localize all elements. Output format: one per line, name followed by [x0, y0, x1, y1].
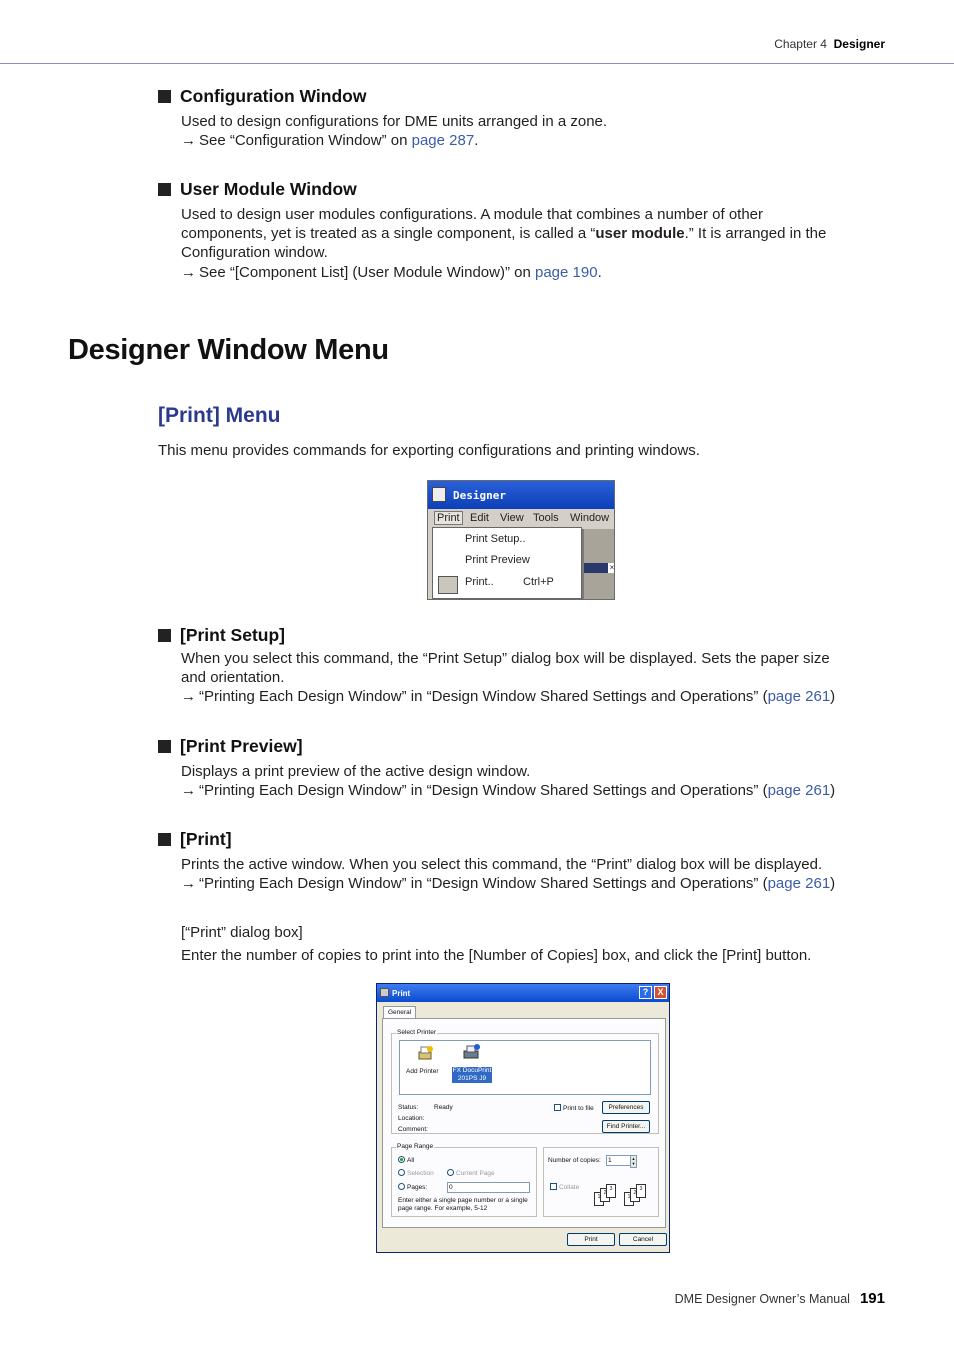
menuitem-print[interactable]: [465, 576, 554, 588]
radio-selection-label: Selection: [407, 1170, 434, 1177]
radio-pages-label: Pages:: [407, 1184, 428, 1191]
collate-page-icon: 3: [606, 1184, 616, 1198]
copies-input[interactable]: 1: [606, 1155, 631, 1166]
menu-print[interactable]: Print: [434, 511, 463, 525]
square-bullet-icon: [158, 833, 171, 846]
manual-title: DME Designer Owner’s Manual: [674, 1292, 850, 1306]
radio-all[interactable]: [398, 1156, 414, 1164]
help-button[interactable]: ?: [639, 986, 652, 999]
menu-edit[interactable]: Edit: [470, 512, 489, 524]
radio-icon: [398, 1169, 405, 1176]
print-preview-heading-text: [Print Preview]: [180, 736, 303, 756]
checkbox-icon: [554, 1104, 561, 1111]
line2-post: .” It is arranged in the: [684, 225, 827, 243]
printer-name-line1: FX DocuPrint: [452, 1067, 492, 1074]
print-dropdown: [432, 527, 582, 599]
print-dialog: [376, 983, 670, 1253]
radio-icon: [398, 1183, 405, 1190]
collate-page-icon: 2: [600, 1188, 610, 1202]
pages-input[interactable]: 0: [447, 1182, 530, 1193]
radio-icon: [398, 1156, 405, 1163]
radio-selection[interactable]: [398, 1169, 434, 1177]
page-title: Designer Window Menu: [68, 334, 389, 366]
tab-general[interactable]: General: [383, 1006, 416, 1018]
ref-suffix: ): [830, 875, 836, 893]
print-preview-body: [181, 762, 835, 800]
collate-page-icon: 1: [594, 1192, 604, 1206]
print-setup-line2: and orientation.: [181, 669, 285, 687]
copies-label: Number of copies:: [548, 1157, 601, 1164]
spin-up-icon: ▲: [631, 1156, 636, 1161]
designer-app-icon: [432, 487, 446, 502]
page-link-261[interactable]: page 261: [767, 688, 831, 706]
print-menu-title: [Print] Menu: [158, 404, 281, 427]
printer-icon: [380, 988, 389, 997]
add-printer-label: Add Printer: [406, 1068, 439, 1075]
user-module-heading: [158, 179, 357, 200]
printer-device-icon: [462, 1043, 480, 1061]
print-body: [181, 855, 835, 893]
menuitem-print-label: Print..: [465, 576, 494, 588]
ref-prefix: “Printing Each Design Window” in “Design Window Shared Settings and Operations” (: [199, 875, 768, 893]
print-dialog-label: [“Print” dialog box]: [181, 924, 303, 941]
page-link-190[interactable]: page 190: [534, 263, 598, 281]
radio-pages[interactable]: [398, 1183, 427, 1191]
copies-spinner[interactable]: [630, 1155, 637, 1168]
hint-line2: page range. For example, 5-12: [398, 1205, 488, 1212]
collate-page-icon: 2: [630, 1188, 640, 1202]
arrow-right-icon: →: [181, 782, 196, 800]
spin-down-icon: ▼: [631, 1161, 636, 1166]
window-title: Designer: [453, 489, 506, 502]
config-window-body: [181, 112, 607, 150]
ref-prefix: See “[Component List] (User Module Window)” on: [199, 263, 535, 281]
ref-suffix: .: [474, 132, 479, 150]
selected-printer[interactable]: [452, 1067, 492, 1083]
ref-suffix: .: [597, 263, 602, 281]
square-bullet-icon: [158, 740, 171, 753]
menu-screenshot-background: [582, 529, 615, 600]
radio-all-label: All: [407, 1157, 415, 1164]
print-heading-text: [Print]: [180, 829, 232, 849]
menu-screenshot: [427, 480, 615, 600]
print-setup-line1: When you select this command, the “Print Setup” dialog box will be displayed. Sets the paper size: [181, 650, 830, 667]
checkbox-icon: [550, 1183, 557, 1190]
print-to-file-checkbox[interactable]: [554, 1104, 594, 1112]
collate-page-icon: 3: [636, 1184, 646, 1198]
menuitem-print-setup[interactable]: Print Setup..: [465, 533, 526, 545]
print-setup-ref: [181, 687, 835, 706]
print-preview-line1: Displays a print preview of the active design window.: [181, 763, 531, 780]
page-range-label: Page Range: [397, 1143, 434, 1150]
square-bullet-icon: [158, 90, 171, 103]
config-window-ref: [181, 131, 607, 150]
menuitem-print-shortcut: Ctrl+P: [523, 576, 554, 588]
dialog-titlebar: [377, 984, 669, 1002]
chapter-label: Chapter 4: [774, 37, 827, 51]
page-link-287[interactable]: page 287: [411, 132, 475, 150]
square-bullet-icon: [158, 183, 171, 196]
select-printer-group: [391, 1029, 659, 1134]
copies-group: [543, 1147, 659, 1217]
ref-suffix: ): [830, 688, 836, 706]
select-printer-label: Select Printer: [397, 1029, 437, 1036]
comment-label: Comment:: [398, 1126, 428, 1133]
user-module-line3: Configuration window.: [181, 244, 328, 262]
line2-pre: components, yet is treated as a single component, is called a “: [181, 225, 596, 243]
page-range-group: [391, 1143, 537, 1217]
print-button[interactable]: Print: [567, 1233, 615, 1246]
chapter-header: [774, 37, 885, 51]
menu-tools[interactable]: Tools: [533, 512, 559, 524]
user-module-body: [181, 205, 826, 282]
close-button[interactable]: X: [654, 986, 667, 999]
print-preview-ref: [181, 781, 835, 800]
menubar: [428, 509, 615, 529]
arrow-right-icon: →: [181, 263, 196, 281]
close-icon: ×: [609, 563, 615, 572]
ref-prefix: “Printing Each Design Window” in “Design Window Shared Settings and Operations” (: [199, 688, 768, 706]
menu-view[interactable]: View: [500, 512, 524, 524]
radio-current-page-label: Current Page: [456, 1170, 495, 1177]
chapter-section: Designer: [833, 37, 885, 51]
collate-page-icon: 1: [624, 1192, 634, 1206]
ref-suffix: ): [830, 782, 836, 800]
print-heading: [158, 829, 232, 850]
page-link-261[interactable]: page 261: [767, 782, 831, 800]
radio-icon: [447, 1169, 454, 1176]
page-range-hint: [398, 1197, 528, 1213]
print-setup-heading-text: [Print Setup]: [180, 625, 285, 645]
status-value: Ready: [434, 1104, 453, 1111]
config-window-line1: Used to design configurations for DME units arranged in a zone.: [181, 113, 608, 130]
user-module-term: user module: [595, 225, 685, 243]
header-rule: [0, 63, 954, 64]
menuitem-print-preview[interactable]: Print Preview: [465, 554, 530, 566]
print-dialog-desc: Enter the number of copies to print into the [Number of Copies] box, and click the [Print] button.: [181, 947, 812, 964]
cancel-button[interactable]: Cancel: [619, 1233, 667, 1246]
printer-name-line2: 201PS J9: [457, 1075, 487, 1082]
radio-current-page[interactable]: [447, 1169, 495, 1177]
collate-label: Collate: [559, 1184, 580, 1191]
arrow-right-icon: →: [181, 688, 196, 706]
collate-checkbox[interactable]: [550, 1183, 579, 1191]
find-printer-button[interactable]: Find Printer...: [602, 1120, 650, 1133]
arrow-right-icon: →: [181, 132, 196, 150]
ref-prefix: See “Configuration Window” on: [199, 132, 412, 150]
user-module-line1: Used to design user modules configurations. A module that combines a number of other: [181, 206, 764, 223]
menu-window[interactable]: Window: [570, 512, 610, 524]
square-bullet-icon: [158, 629, 171, 642]
menu-screenshot-titlebar: [428, 481, 615, 509]
add-printer-icon: [416, 1045, 434, 1063]
print-menu-intro: This menu provides commands for exporting configurations and printing windows.: [158, 442, 700, 459]
page-footer: [675, 1290, 885, 1307]
ref-prefix: “Printing Each Design Window” in “Design Window Shared Settings and Operations” (: [199, 782, 768, 800]
printer-icon: [438, 576, 458, 594]
print-to-file-label: Print to file: [563, 1105, 594, 1112]
location-label: Location:: [398, 1115, 425, 1122]
print-setup-body: [181, 649, 835, 707]
config-window-heading: [158, 86, 366, 107]
print-preview-heading: [158, 736, 303, 757]
dialog-title: Print: [392, 989, 411, 998]
preferences-button[interactable]: Preferences: [602, 1101, 650, 1114]
user-module-heading-text: User Module Window: [180, 179, 357, 199]
print-setup-heading: [158, 625, 285, 646]
print-line1: Prints the active window. When you select this command, the “Print” dialog box will be displayed.: [181, 856, 823, 873]
printer-list[interactable]: [399, 1040, 651, 1095]
page-number: 191: [859, 1290, 885, 1307]
arrow-right-icon: →: [181, 875, 196, 893]
user-module-ref: [181, 263, 826, 282]
config-window-heading-text: Configuration Window: [180, 86, 367, 106]
print-ref: [181, 874, 835, 893]
user-module-line2: [181, 224, 826, 243]
general-panel: [382, 1018, 666, 1228]
hint-line1: Enter either a single page number or a single: [398, 1197, 528, 1204]
page-link-261[interactable]: page 261: [767, 875, 831, 893]
status-label: Status:: [398, 1104, 419, 1111]
